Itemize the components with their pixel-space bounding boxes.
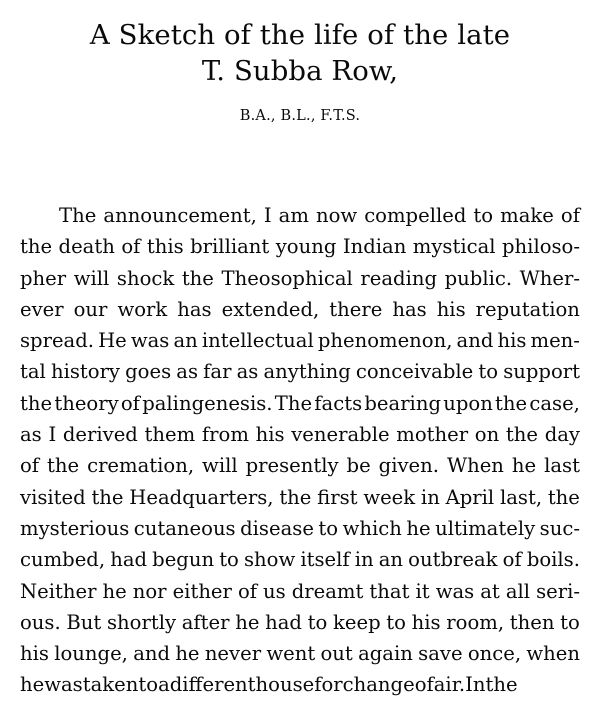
word: pher bbox=[20, 266, 67, 290]
word: house bbox=[255, 673, 315, 697]
word: now bbox=[315, 204, 358, 227]
word: reading bbox=[360, 266, 438, 290]
word: either bbox=[172, 579, 232, 603]
word: seri- bbox=[536, 579, 580, 603]
word: facts bbox=[314, 391, 363, 415]
body-line bbox=[20, 576, 580, 607]
body-line bbox=[20, 669, 580, 700]
word: compelled bbox=[364, 204, 467, 227]
word: has bbox=[177, 297, 212, 321]
word: nor bbox=[132, 579, 167, 603]
word: an bbox=[378, 548, 404, 572]
word: first bbox=[317, 485, 358, 509]
word: Headquarters, bbox=[129, 485, 274, 509]
word: of bbox=[560, 204, 580, 227]
word: the bbox=[279, 485, 312, 509]
word: bearing bbox=[364, 391, 441, 415]
word: goes bbox=[125, 360, 172, 384]
word: an bbox=[173, 329, 198, 353]
word: outbreak bbox=[408, 548, 498, 572]
word: suc- bbox=[539, 516, 580, 540]
word: Theosophical bbox=[221, 266, 353, 290]
word: dreamt bbox=[291, 579, 364, 603]
word: save bbox=[418, 642, 463, 666]
word: then bbox=[509, 610, 555, 634]
word: support bbox=[503, 360, 580, 384]
word: I bbox=[263, 204, 272, 227]
word: was bbox=[44, 673, 83, 697]
word: change bbox=[342, 673, 415, 697]
body-line bbox=[20, 388, 580, 419]
word: week bbox=[363, 485, 416, 509]
word: has bbox=[392, 297, 427, 321]
word: to bbox=[138, 673, 159, 697]
word: the bbox=[181, 266, 214, 290]
word: his bbox=[411, 610, 441, 634]
word: begun bbox=[152, 548, 215, 572]
word: air. bbox=[433, 673, 466, 697]
body-text bbox=[20, 200, 580, 701]
body-line bbox=[20, 356, 580, 387]
body-line bbox=[20, 231, 580, 262]
word: upon bbox=[443, 391, 493, 415]
word: the bbox=[47, 454, 80, 478]
word: that bbox=[369, 579, 410, 603]
word: to bbox=[318, 516, 339, 540]
word: conceivable bbox=[355, 360, 474, 384]
word: boils. bbox=[526, 548, 580, 572]
word: from bbox=[201, 423, 249, 447]
body-line bbox=[20, 200, 580, 231]
word: public. bbox=[444, 266, 513, 290]
word: after bbox=[181, 610, 230, 634]
word: in bbox=[354, 548, 374, 572]
word: anything bbox=[263, 360, 351, 384]
word: derived bbox=[62, 423, 138, 447]
word: The bbox=[59, 204, 97, 227]
word: Wher- bbox=[519, 266, 580, 290]
word: death bbox=[58, 235, 115, 259]
word: venerable bbox=[291, 423, 390, 447]
word: on bbox=[474, 423, 500, 447]
word: last bbox=[544, 454, 580, 478]
word: work bbox=[117, 297, 168, 321]
word: cumbed, bbox=[20, 548, 106, 572]
body-line bbox=[20, 325, 580, 356]
word: The bbox=[274, 391, 313, 415]
word: all bbox=[505, 579, 531, 603]
word: of bbox=[120, 391, 140, 415]
body-line bbox=[20, 638, 580, 669]
word: of bbox=[237, 579, 257, 603]
word: history bbox=[50, 360, 121, 384]
word: once, bbox=[467, 642, 522, 666]
title-block bbox=[0, 0, 600, 126]
word: In bbox=[465, 673, 486, 697]
word: day bbox=[544, 423, 580, 447]
word: as bbox=[20, 423, 42, 447]
word: will bbox=[73, 266, 110, 290]
word: of bbox=[414, 673, 434, 697]
word: there bbox=[329, 297, 383, 321]
word: as bbox=[236, 360, 259, 384]
word: the bbox=[495, 391, 528, 415]
word: When bbox=[446, 454, 504, 478]
word: the bbox=[547, 485, 580, 509]
word: cremation, bbox=[87, 454, 195, 478]
word: intellectual bbox=[201, 329, 314, 353]
word: ultimately bbox=[435, 516, 536, 540]
word: when bbox=[526, 642, 580, 666]
word: which bbox=[342, 516, 402, 540]
word: case, bbox=[529, 391, 580, 415]
word: went bbox=[266, 642, 316, 666]
word: of bbox=[20, 454, 40, 478]
body-line bbox=[20, 544, 580, 575]
word: room, bbox=[446, 610, 505, 634]
word: am bbox=[278, 204, 309, 227]
word: his bbox=[436, 297, 466, 321]
word: shortly bbox=[106, 610, 177, 634]
word: But bbox=[66, 610, 102, 634]
word: shock bbox=[116, 266, 175, 290]
word: it bbox=[415, 579, 430, 603]
word: he bbox=[406, 516, 431, 540]
word: reputation bbox=[475, 297, 580, 321]
word: men- bbox=[530, 329, 580, 353]
word: and bbox=[133, 642, 171, 666]
word: of bbox=[502, 548, 522, 572]
word: mother bbox=[396, 423, 469, 447]
word: a bbox=[158, 673, 170, 697]
word: never bbox=[204, 642, 262, 666]
word: philoso- bbox=[502, 235, 580, 259]
word: spread. bbox=[20, 329, 95, 353]
word: his bbox=[497, 329, 527, 353]
word: I bbox=[48, 423, 57, 447]
word: his bbox=[20, 642, 49, 666]
body-line bbox=[20, 419, 580, 450]
word: the bbox=[505, 423, 538, 447]
word: the bbox=[485, 673, 518, 697]
word: to bbox=[560, 610, 580, 634]
word: had bbox=[110, 548, 148, 572]
word: to bbox=[307, 610, 328, 634]
word: lounge, bbox=[54, 642, 128, 666]
word: for bbox=[314, 673, 343, 697]
word: he bbox=[20, 673, 45, 697]
word: Neither bbox=[20, 579, 97, 603]
word: last, bbox=[499, 485, 543, 509]
word: he bbox=[175, 642, 200, 666]
word: presently bbox=[245, 454, 339, 478]
word: had bbox=[265, 610, 302, 634]
word: announcement, bbox=[103, 204, 257, 227]
word: the bbox=[91, 485, 124, 509]
word: was bbox=[130, 329, 170, 353]
word: was bbox=[435, 579, 475, 603]
author-credentials: B.A., B.L., F.T.S. bbox=[239, 108, 361, 124]
word: he bbox=[235, 610, 260, 634]
word: visited bbox=[20, 485, 86, 509]
word: theory bbox=[54, 391, 119, 415]
word: the bbox=[20, 391, 53, 415]
word: brilliant bbox=[190, 235, 270, 259]
page-title-line-2: T. Subba Row, bbox=[201, 55, 399, 87]
word: itself bbox=[300, 548, 350, 572]
body-line bbox=[20, 482, 580, 513]
word: to bbox=[473, 204, 494, 227]
word: different bbox=[169, 673, 256, 697]
word: show bbox=[243, 548, 296, 572]
word: mysterious bbox=[20, 516, 130, 540]
word: our bbox=[73, 297, 108, 321]
word: them bbox=[144, 423, 196, 447]
word: the bbox=[20, 235, 53, 259]
page-title-line-1: A Sketch of the life of the late bbox=[89, 19, 511, 51]
word: make bbox=[500, 204, 554, 227]
word: taken bbox=[82, 673, 139, 697]
word: out bbox=[320, 642, 353, 666]
word: he bbox=[102, 579, 127, 603]
word: to bbox=[478, 360, 499, 384]
word: palingenesis. bbox=[142, 391, 273, 415]
body-line bbox=[20, 263, 580, 294]
word: keep bbox=[333, 610, 381, 634]
body-line bbox=[20, 450, 580, 481]
word: disease bbox=[240, 516, 314, 540]
word: this bbox=[146, 235, 184, 259]
word: phenomenon, bbox=[317, 329, 453, 353]
word: given. bbox=[378, 454, 439, 478]
word: tal bbox=[20, 360, 46, 384]
word: his bbox=[255, 423, 285, 447]
body-line bbox=[20, 607, 580, 638]
word: and bbox=[456, 329, 494, 353]
word: as bbox=[176, 360, 199, 384]
word: to bbox=[386, 610, 406, 634]
body-line bbox=[20, 513, 580, 544]
word: he bbox=[511, 454, 537, 478]
word: cutaneous bbox=[133, 516, 236, 540]
word: ous. bbox=[20, 610, 61, 634]
word: again bbox=[358, 642, 413, 666]
word: to bbox=[219, 548, 239, 572]
word: us bbox=[263, 579, 286, 603]
word: will bbox=[202, 454, 238, 478]
word: ever bbox=[20, 297, 64, 321]
word: Indian bbox=[342, 235, 407, 259]
word: of bbox=[121, 235, 141, 259]
word: April bbox=[445, 485, 495, 509]
word: at bbox=[480, 579, 500, 603]
word: young bbox=[275, 235, 337, 259]
word: extended, bbox=[221, 297, 320, 321]
word: be bbox=[346, 454, 371, 478]
word: far bbox=[203, 360, 232, 384]
body-line bbox=[20, 294, 580, 325]
word: mystical bbox=[412, 235, 496, 259]
word: He bbox=[98, 329, 127, 353]
word: in bbox=[420, 485, 440, 509]
